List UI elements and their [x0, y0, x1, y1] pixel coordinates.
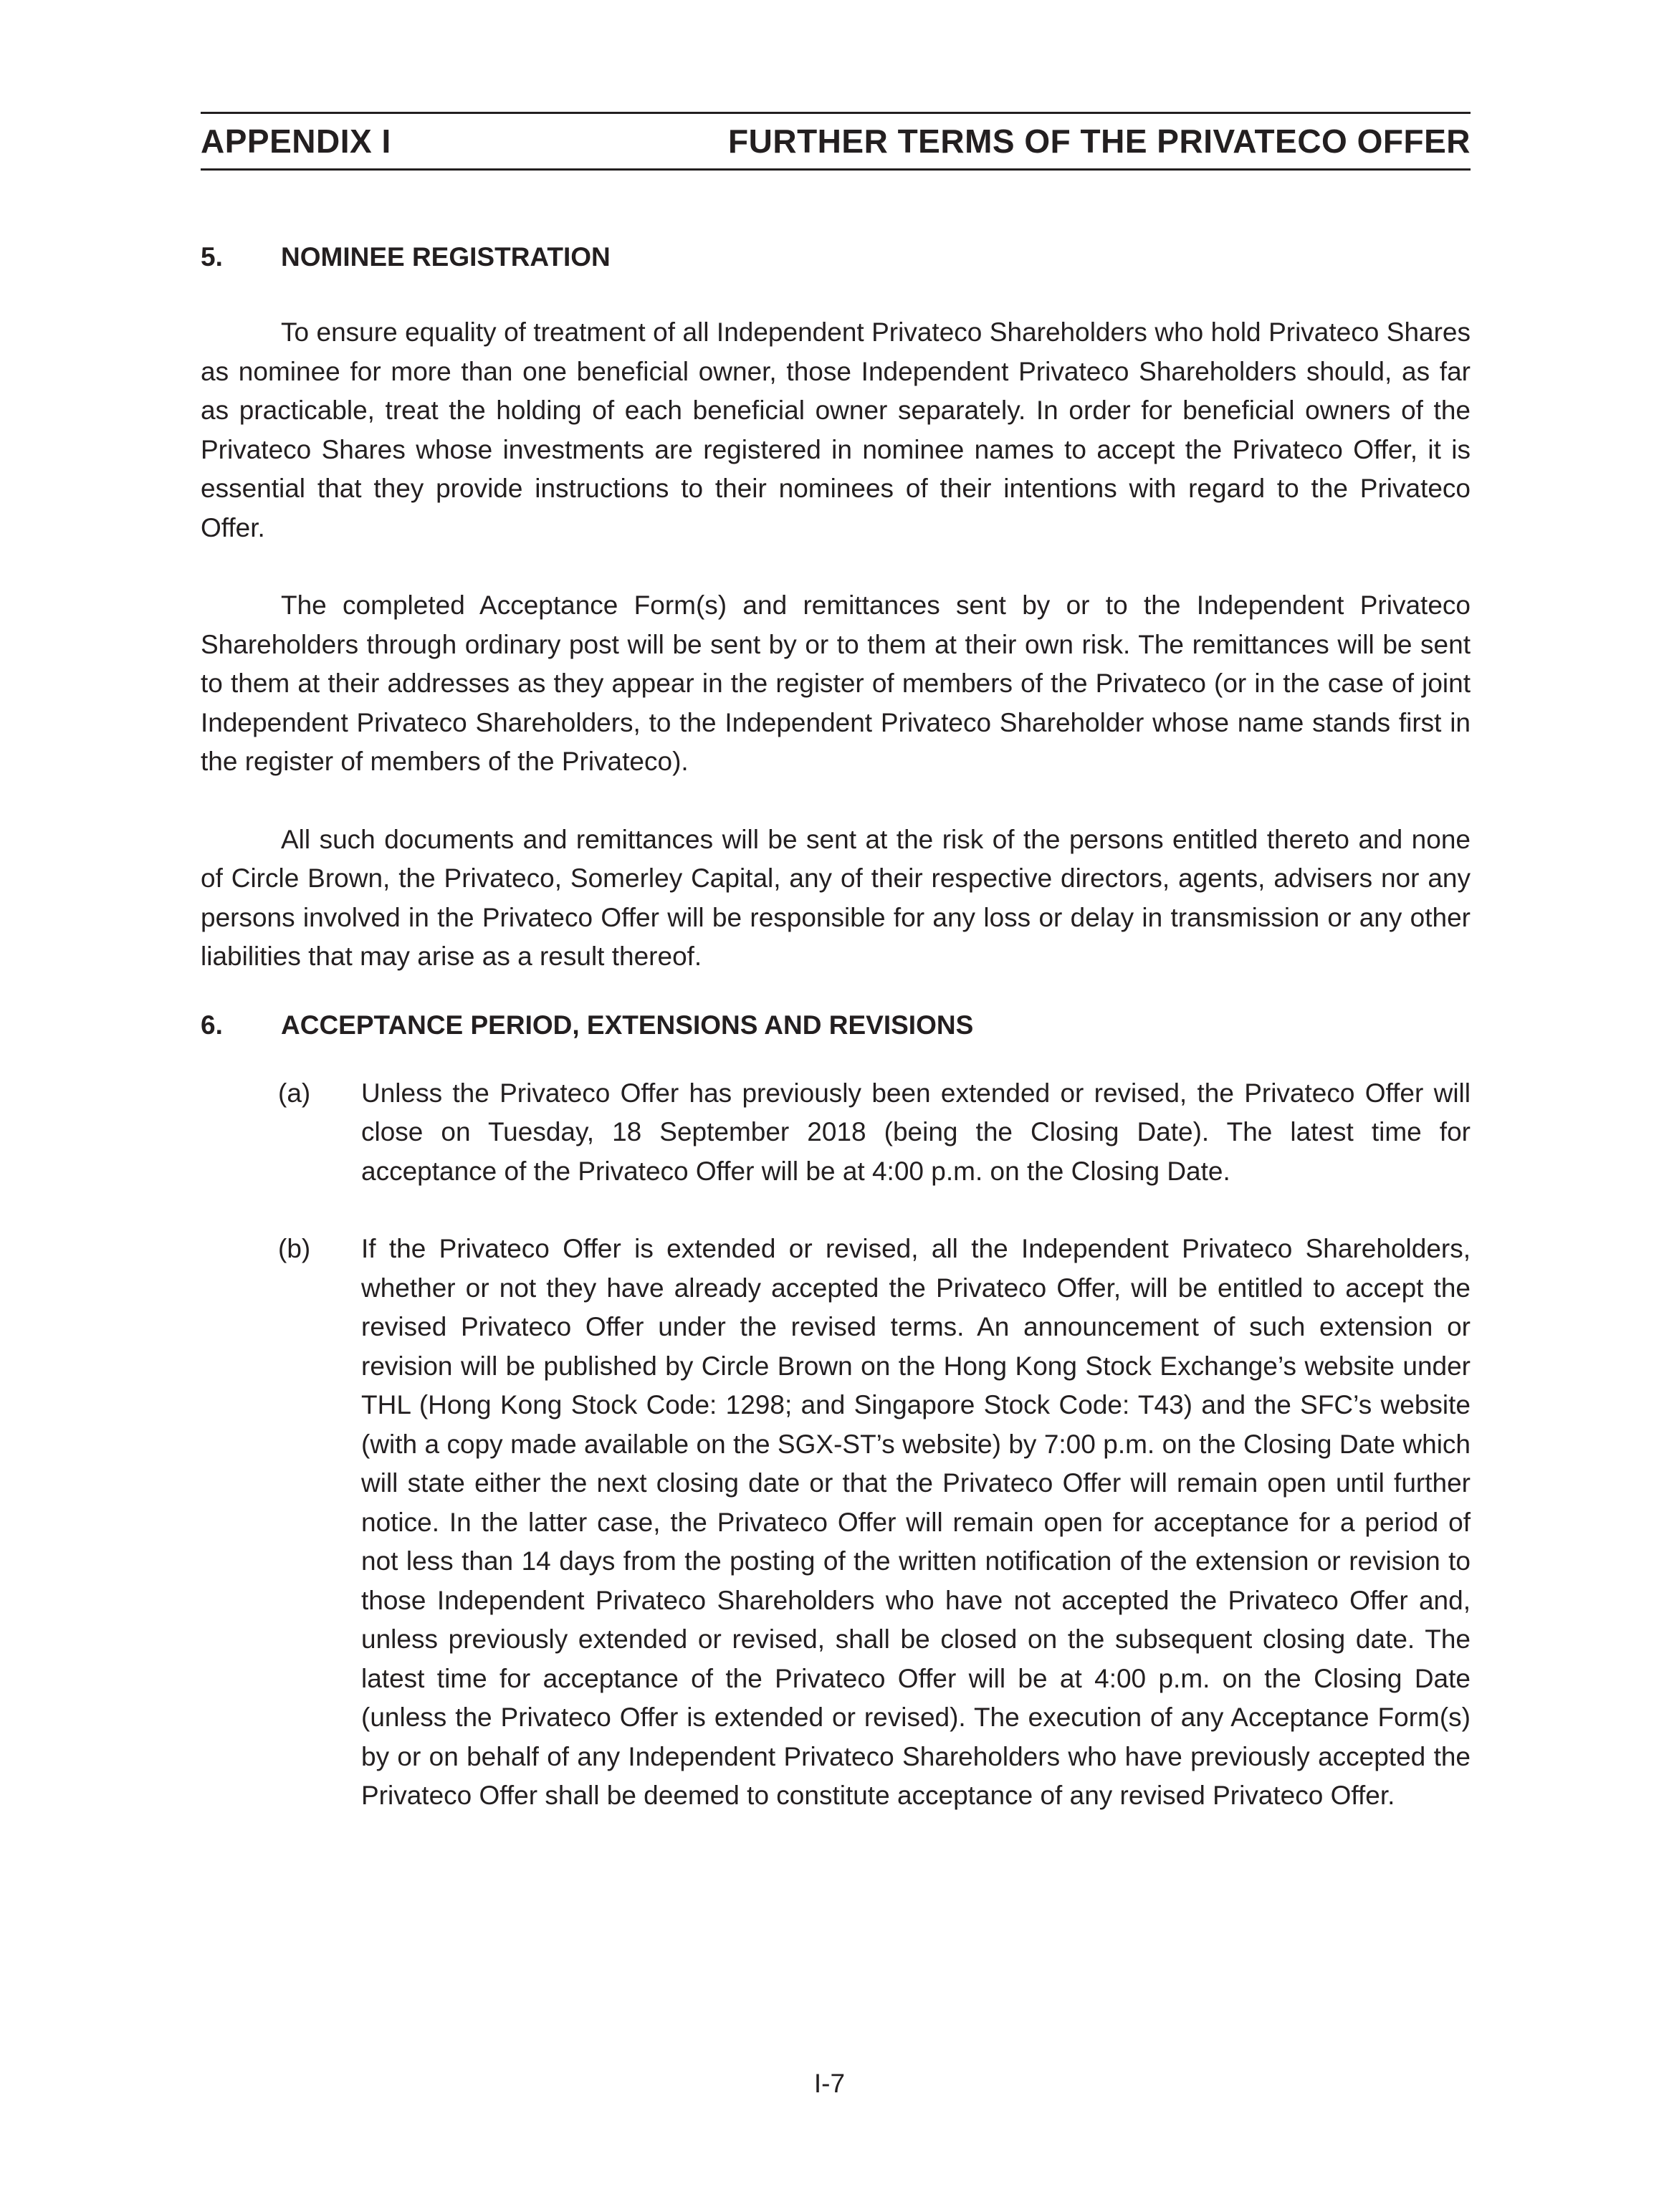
section-heading-acceptance-period [201, 1008, 1471, 1043]
appendix-label: APPENDIX I [201, 123, 391, 160]
appendix-title: FURTHER TERMS OF THE PRIVATECO OFFER [728, 123, 1471, 160]
paragraph-documents-risk: All such documents and remittances will be sent at the risk of the persons entitled thereto and none of Circle Brown, the Privateco, Somerley Capital, any of their respective directors, agents, advisers nor any persons involved in the Privateco Offer will be responsible for any loss or delay in transmission or any other liabilities that may arise as a result thereof. [201, 824, 1471, 971]
item-label: (b) [278, 1234, 311, 1263]
item-text: Unless the Privateco Offer has previously been extended or revised, the Privateco Offer will close on Tuesday, 18 September 2018 (being the Closing Date). The latest time for acceptance of the Privateco Offer will be at 4:00 p.m. on the Closing Date. [361, 1078, 1471, 1186]
item-label: (a) [278, 1078, 311, 1108]
page-header [201, 112, 1471, 171]
section-title: ACCEPTANCE PERIOD, EXTENSIONS AND REVISIONS [281, 1010, 974, 1040]
list-item-b [278, 1230, 1471, 1816]
document-page [201, 112, 1471, 1816]
section-heading-nominee-registration [201, 240, 1471, 274]
section-number: 6. [201, 1010, 223, 1040]
paragraph-nominee-equality: To ensure equality of treatment of all Independent Privateco Shareholders who hold Privateco Shares as nominee for more than one beneficial owner, those Independent Privateco Shareholders should, as far as practicable, treat the holding of each beneficial owner separately. In order for beneficial owners of the Privateco Shares whose investments are registered in nominee names to accept the Privateco Offer, it is essential that they provide instructions to their nominees of their intentions with regard to the Privateco Offer. [201, 317, 1471, 542]
item-text: If the Privateco Offer is extended or revised, all the Independent Privateco Shareholders, whether or not they have already accepted the Privateco Offer, will be entitled to accept the revised Privateco Offer under the revised terms. An announcement of such extension or revision will be published by Circle Brown on the Hong Kong Stock Exchange’s website under THL (Hong Kong Stock Code: 1298; and Singapore Stock Code: T43) and the SFC’s website (with a copy made available on the SGX-ST’s website) by 7:00 p.m. on the Closing Date which will state either the next closing date or that the Privateco Offer will remain open until further notice. In the latter case, the Privateco Offer will remain open for acceptance for a period of not less than 14 days from the posting of the written notification of the extension or revision to those Independent Privateco Shareholders who have not accepted the Privateco Offer and, unless previously extended or revised, shall be closed on the subsequent closing date. The latest time for acceptance of the Privateco Offer will be at 4:00 p.m. on the Closing Date (unless the Privateco Offer is extended or revised). The execution of any Acceptance Form(s) by or on behalf of any Independent Privateco Shareholders who have previously accepted the Privateco Offer shall be deemed to constitute acceptance of any revised Privateco Offer. [361, 1234, 1471, 1810]
page-number: I-7 [813, 2069, 846, 2098]
list-item-a [278, 1074, 1471, 1192]
section-number: 5. [201, 242, 223, 272]
paragraph-remittances-risk: The completed Acceptance Form(s) and remittances sent by or to the Independent Privateco Shareholders through ordinary post will be sent by or to them at their own risk. The remittances will be sent to them at their addresses as they appear in the register of members of the Privateco (or in the case of joint Independent Privateco Shareholders, to the Independent Privateco Shareholder whose name stands first in the register of members of the Privateco). [201, 590, 1471, 776]
section-title: NOMINEE REGISTRATION [281, 242, 611, 272]
